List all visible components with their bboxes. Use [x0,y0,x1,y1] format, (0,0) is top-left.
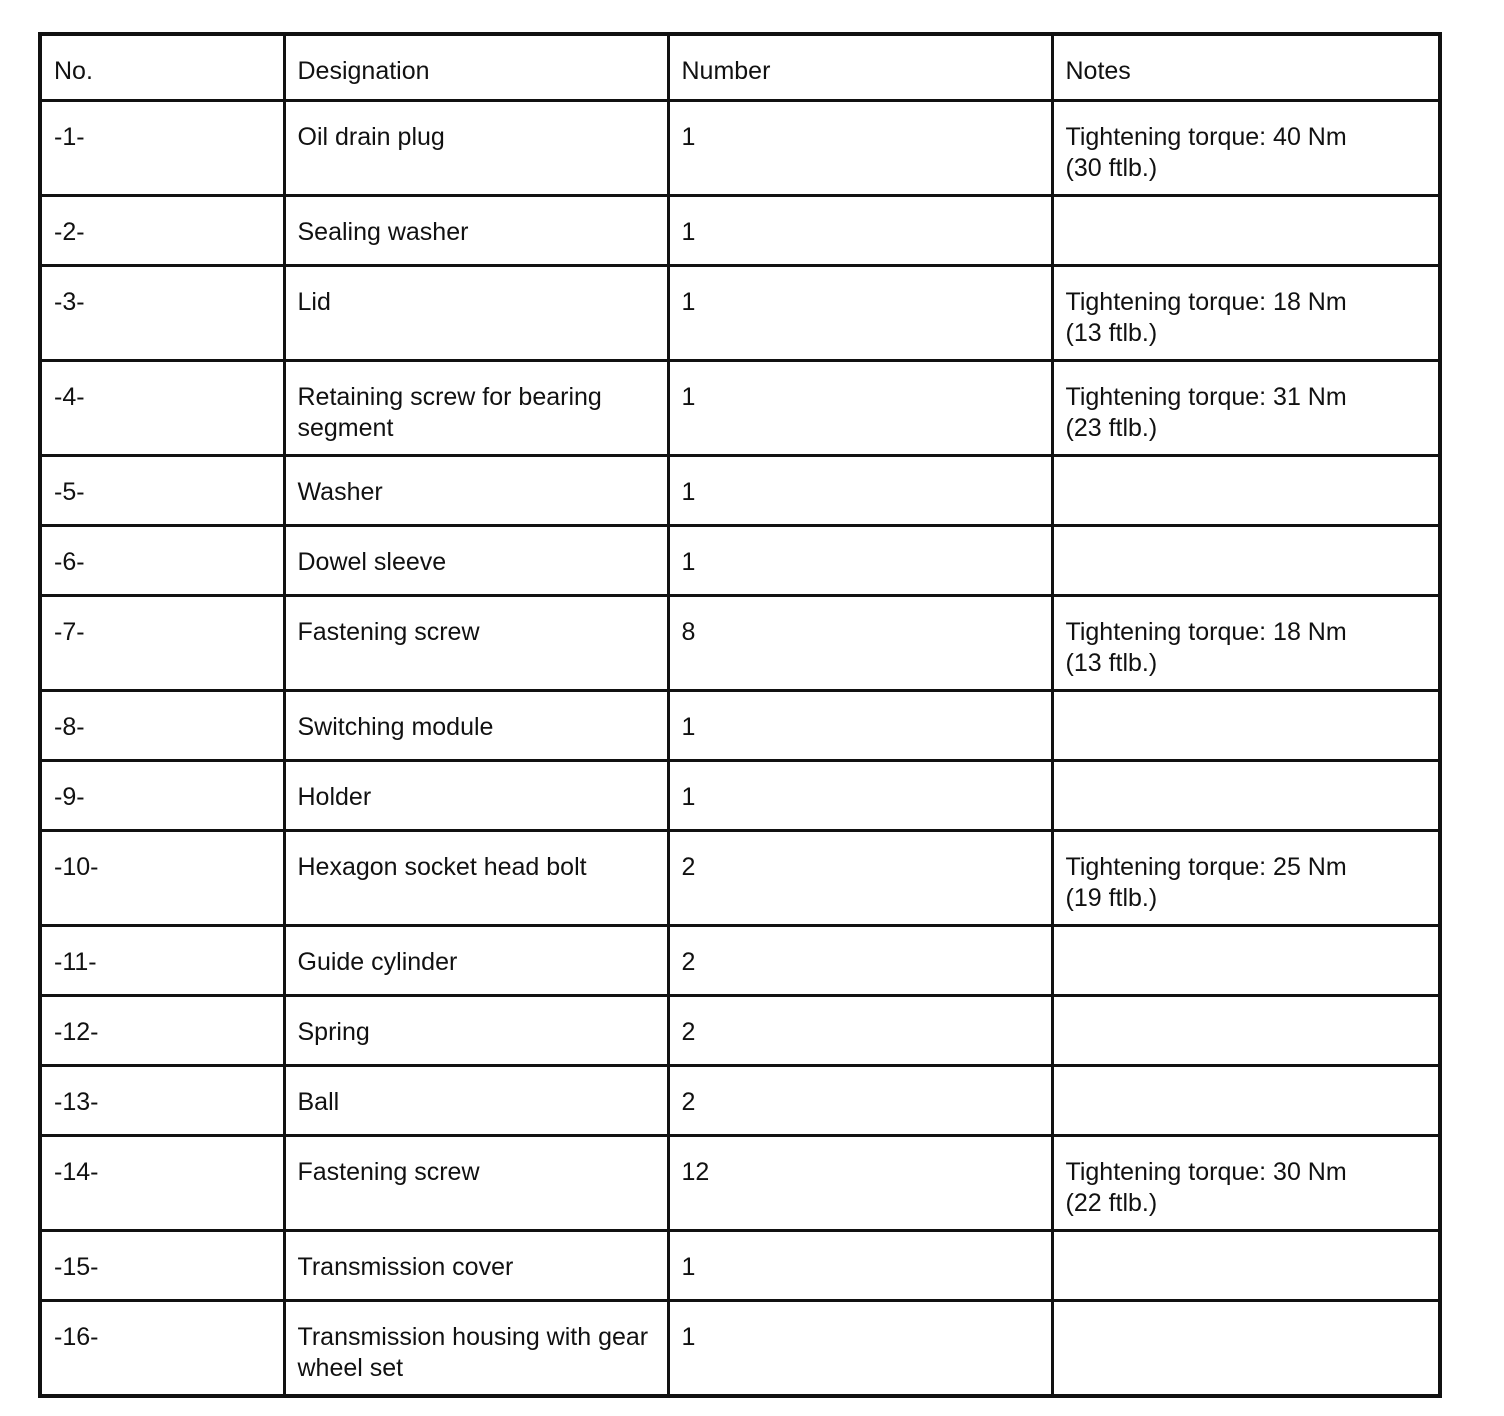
cell-designation: Spring [284,995,668,1065]
cell-notes: Tightening torque: 30 Nm (22 ftlb.) [1052,1135,1440,1230]
cell-designation: Retaining screw for bearing segment [284,360,668,455]
cell-designation: Fastening screw [284,595,668,690]
table-row [40,925,1440,995]
cell-designation: Transmission cover [284,1230,668,1300]
cell-number: 12 [668,1135,1052,1230]
cell-notes [1052,925,1440,995]
cell-no: -15- [40,1230,284,1300]
cell-notes [1052,195,1440,265]
parts-table [38,32,1442,1398]
cell-number: 8 [668,595,1052,690]
cell-no: -14- [40,1135,284,1230]
cell-no: -10- [40,830,284,925]
cell-number: 1 [668,1300,1052,1396]
cell-no: -1- [40,100,284,195]
cell-designation: Sealing washer [284,195,668,265]
cell-notes [1052,690,1440,760]
cell-number: 2 [668,995,1052,1065]
cell-number: 1 [668,525,1052,595]
cell-number: 1 [668,760,1052,830]
cell-notes [1052,1230,1440,1300]
cell-no: -11- [40,925,284,995]
cell-designation: Oil drain plug [284,100,668,195]
cell-no: -12- [40,995,284,1065]
table-row [40,195,1440,265]
cell-number: 1 [668,690,1052,760]
cell-no: -3- [40,265,284,360]
cell-notes: Tightening torque: 25 Nm (19 ftlb.) [1052,830,1440,925]
table-row [40,690,1440,760]
table-row [40,265,1440,360]
cell-designation: Fastening screw [284,1135,668,1230]
table-row [40,1065,1440,1135]
header-no: No. [40,34,284,100]
cell-notes [1052,525,1440,595]
cell-designation: Switching module [284,690,668,760]
cell-notes: Tightening torque: 18 Nm (13 ftlb.) [1052,265,1440,360]
cell-notes [1052,995,1440,1065]
cell-no: -2- [40,195,284,265]
table-row [40,360,1440,455]
cell-number: 1 [668,360,1052,455]
table-header-row [40,34,1440,100]
cell-number: 2 [668,830,1052,925]
cell-no: -4- [40,360,284,455]
table-row [40,595,1440,690]
cell-no: -9- [40,760,284,830]
cell-no: -13- [40,1065,284,1135]
table-row [40,995,1440,1065]
cell-notes: Tightening torque: 18 Nm (13 ftlb.) [1052,595,1440,690]
cell-no: -8- [40,690,284,760]
parts-sheet [38,32,1438,1398]
cell-designation: Hexagon socket head bolt [284,830,668,925]
cell-number: 1 [668,455,1052,525]
table-row [40,100,1440,195]
header-number: Number [668,34,1052,100]
cell-no: -7- [40,595,284,690]
cell-number: 2 [668,925,1052,995]
cell-notes [1052,760,1440,830]
cell-no: -16- [40,1300,284,1396]
cell-designation: Holder [284,760,668,830]
cell-number: 2 [668,1065,1052,1135]
cell-designation: Guide cylinder [284,925,668,995]
table-row [40,830,1440,925]
table-row [40,525,1440,595]
table-row [40,760,1440,830]
table-row [40,455,1440,525]
cell-no: -5- [40,455,284,525]
cell-no: -6- [40,525,284,595]
cell-designation: Washer [284,455,668,525]
cell-designation: Transmission housing with gear wheel set [284,1300,668,1396]
cell-designation: Dowel sleeve [284,525,668,595]
table-row [40,1230,1440,1300]
cell-notes [1052,1300,1440,1396]
cell-number: 1 [668,195,1052,265]
cell-number: 1 [668,100,1052,195]
cell-designation: Lid [284,265,668,360]
cell-notes [1052,455,1440,525]
header-notes: Notes [1052,34,1440,100]
header-designation: Designation [284,34,668,100]
cell-designation: Ball [284,1065,668,1135]
cell-number: 1 [668,265,1052,360]
cell-notes: Tightening torque: 40 Nm (30 ftlb.) [1052,100,1440,195]
cell-notes: Tightening torque: 31 Nm (23 ftlb.) [1052,360,1440,455]
table-row [40,1300,1440,1396]
cell-number: 1 [668,1230,1052,1300]
cell-notes [1052,1065,1440,1135]
table-row [40,1135,1440,1230]
